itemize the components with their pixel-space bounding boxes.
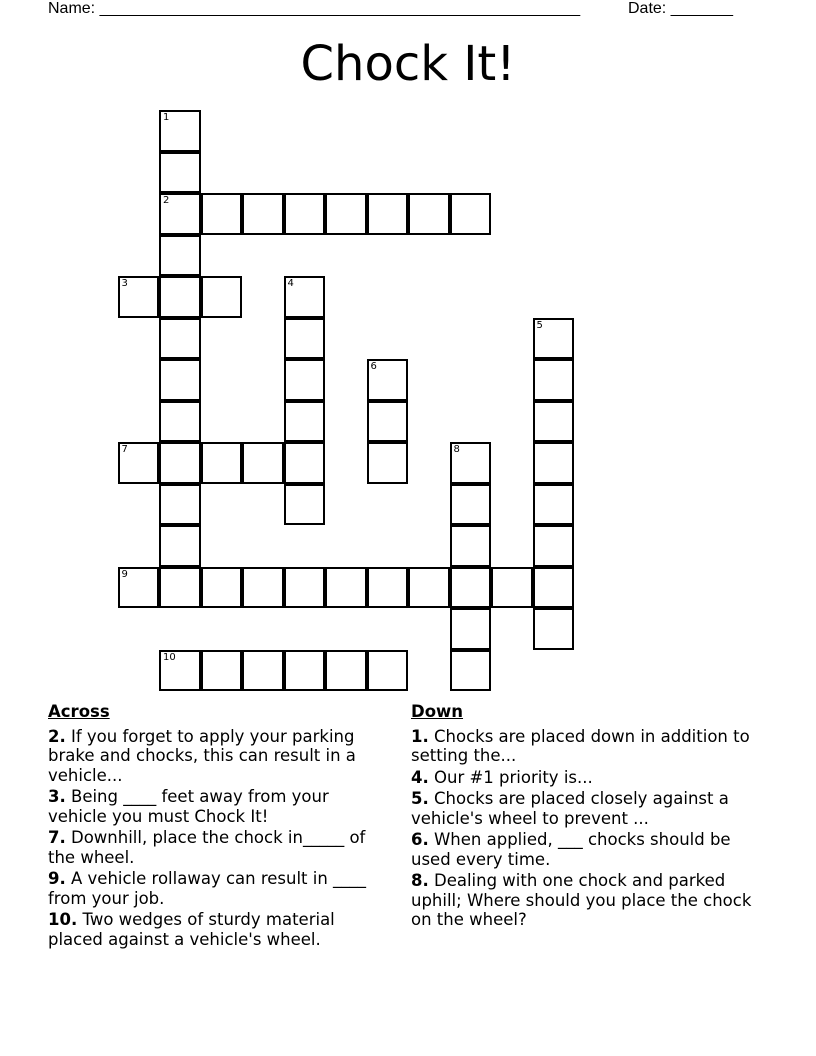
grid-cell[interactable] <box>159 318 201 360</box>
grid-cell[interactable] <box>284 567 326 609</box>
grid-cell[interactable] <box>159 235 201 277</box>
clue-item <box>48 787 388 826</box>
grid-cell[interactable] <box>201 442 243 484</box>
grid-cell[interactable] <box>242 650 284 692</box>
grid-cell[interactable] <box>491 567 533 609</box>
grid-cell[interactable] <box>284 442 326 484</box>
clue-item-text: If you forget to apply your parking brake and chocks, this can result in a vehicle... <box>48 726 356 785</box>
clue-number: 8 <box>453 444 460 455</box>
grid-cell[interactable] <box>284 650 326 692</box>
grid-cell[interactable] <box>325 193 367 235</box>
grid-cell[interactable] <box>201 650 243 692</box>
grid-cell[interactable] <box>159 484 201 526</box>
clue-item <box>48 727 388 786</box>
clue-number: 6 <box>370 361 377 372</box>
clue-item-number: 8. <box>411 871 429 890</box>
down-clue-list <box>411 727 756 930</box>
grid-cell[interactable] <box>284 484 326 526</box>
clue-item-number: 10. <box>48 910 78 929</box>
grid-cell[interactable] <box>450 567 492 609</box>
clue-item <box>411 871 756 930</box>
grid-cell[interactable] <box>242 193 284 235</box>
grid-cell[interactable] <box>242 567 284 609</box>
clue-item <box>411 830 756 869</box>
grid-cell[interactable] <box>450 608 492 650</box>
grid-cell[interactable] <box>450 525 492 567</box>
clue-item-number: 4. <box>411 767 429 787</box>
across-clue-list <box>48 727 388 950</box>
clue-item <box>411 727 756 766</box>
clue-item-text: A vehicle rollaway can result in ____ from your job. <box>48 869 367 908</box>
grid-cell[interactable] <box>367 650 409 692</box>
grid-cell[interactable] <box>533 401 575 443</box>
clue-item-text: Chocks are placed closely against a vehicle's wheel to prevent ... <box>411 789 729 828</box>
clue-number: 3 <box>121 278 128 289</box>
grid-cell[interactable] <box>159 442 201 484</box>
clue-number: 4 <box>287 278 294 289</box>
clue-item <box>411 789 756 828</box>
grid-cell[interactable] <box>118 442 160 484</box>
grid-cell[interactable] <box>325 567 367 609</box>
grid-cell[interactable] <box>367 401 409 443</box>
clue-number: 9 <box>121 568 128 580</box>
grid-cell[interactable] <box>201 193 243 235</box>
clue-number: 1 <box>163 112 170 123</box>
grid-cell[interactable] <box>367 359 409 401</box>
clue-item-number: 1. <box>411 726 429 746</box>
grid-cell[interactable] <box>533 567 575 609</box>
grid-cell[interactable] <box>533 359 575 401</box>
grid-cell[interactable] <box>159 152 201 194</box>
down-clues <box>411 702 756 932</box>
page-title: Chock It! <box>300 36 516 92</box>
clue-number: 2 <box>163 195 170 206</box>
clue-item <box>48 828 388 867</box>
clue-item-number: 7. <box>48 828 66 847</box>
clue-item-text: Two wedges of sturdy material placed against a vehicle's wheel. <box>48 910 335 949</box>
grid-cell[interactable] <box>450 193 492 235</box>
grid-cell[interactable] <box>159 359 201 401</box>
grid-cell[interactable] <box>367 567 409 609</box>
clue-item-number: 2. <box>48 726 66 746</box>
grid-cell[interactable] <box>284 318 326 360</box>
grid-cell[interactable] <box>201 567 243 609</box>
grid-cell[interactable] <box>284 401 326 443</box>
grid-cell[interactable] <box>408 567 450 609</box>
grid-cell[interactable] <box>408 193 450 235</box>
clue-number: 10 <box>163 651 176 663</box>
grid-cell[interactable] <box>367 193 409 235</box>
grid-cell[interactable] <box>159 525 201 567</box>
clue-item-text: When applied, ___ chocks should be used every time. <box>411 830 731 869</box>
across-clues <box>48 702 388 951</box>
grid-cell[interactable] <box>533 608 575 650</box>
clue-item-text: Downhill, place the chock in_____ of the wheel. <box>48 828 366 867</box>
grid-cell[interactable] <box>325 650 367 692</box>
clue-item <box>48 869 388 908</box>
across-heading: Across <box>48 702 110 721</box>
clue-item-text: Dealing with one chock and parked uphill; Where should you place the chock on the wheel? <box>411 871 752 929</box>
grid-cell[interactable] <box>159 650 201 692</box>
clue-number: 5 <box>536 319 543 331</box>
clue-item-number: 6. <box>411 830 429 849</box>
grid-cell[interactable] <box>533 318 575 360</box>
clue-item <box>411 768 756 788</box>
name-field-label: Name: ______________________________________________________ <box>48 0 581 17</box>
clue-item <box>48 910 388 949</box>
grid-cell[interactable] <box>450 484 492 526</box>
grid-cell[interactable] <box>284 193 326 235</box>
grid-cell[interactable] <box>284 276 326 318</box>
grid-cell[interactable] <box>159 567 201 609</box>
grid-cell[interactable] <box>118 567 160 609</box>
clue-item-text: Chocks are placed down in addition to setting the... <box>411 726 750 765</box>
grid-cell[interactable] <box>533 442 575 484</box>
grid-cell[interactable] <box>533 525 575 567</box>
grid-cell[interactable] <box>201 276 243 318</box>
down-heading: Down <box>411 702 464 721</box>
grid-cell[interactable] <box>159 110 201 152</box>
grid-cell[interactable] <box>450 442 492 484</box>
grid-cell[interactable] <box>533 484 575 526</box>
grid-cell[interactable] <box>159 401 201 443</box>
clue-number: 7 <box>121 444 128 455</box>
grid-cell[interactable] <box>159 276 201 318</box>
clue-item-number: 5. <box>411 789 429 808</box>
clue-item-number: 3. <box>48 787 66 806</box>
grid-cell[interactable] <box>367 442 409 484</box>
date-field-label: Date: _______ <box>628 0 733 17</box>
grid-cell[interactable] <box>118 276 160 318</box>
grid-cell[interactable] <box>450 650 492 692</box>
grid-cell[interactable] <box>284 359 326 401</box>
clue-item-text: Being ____ feet away from your vehicle you must Chock It! <box>48 787 329 826</box>
grid-cell[interactable] <box>242 442 284 484</box>
clue-item-text: Our #1 priority is... <box>428 767 593 787</box>
grid-cell[interactable] <box>159 193 201 235</box>
clue-item-number: 9. <box>48 869 66 888</box>
